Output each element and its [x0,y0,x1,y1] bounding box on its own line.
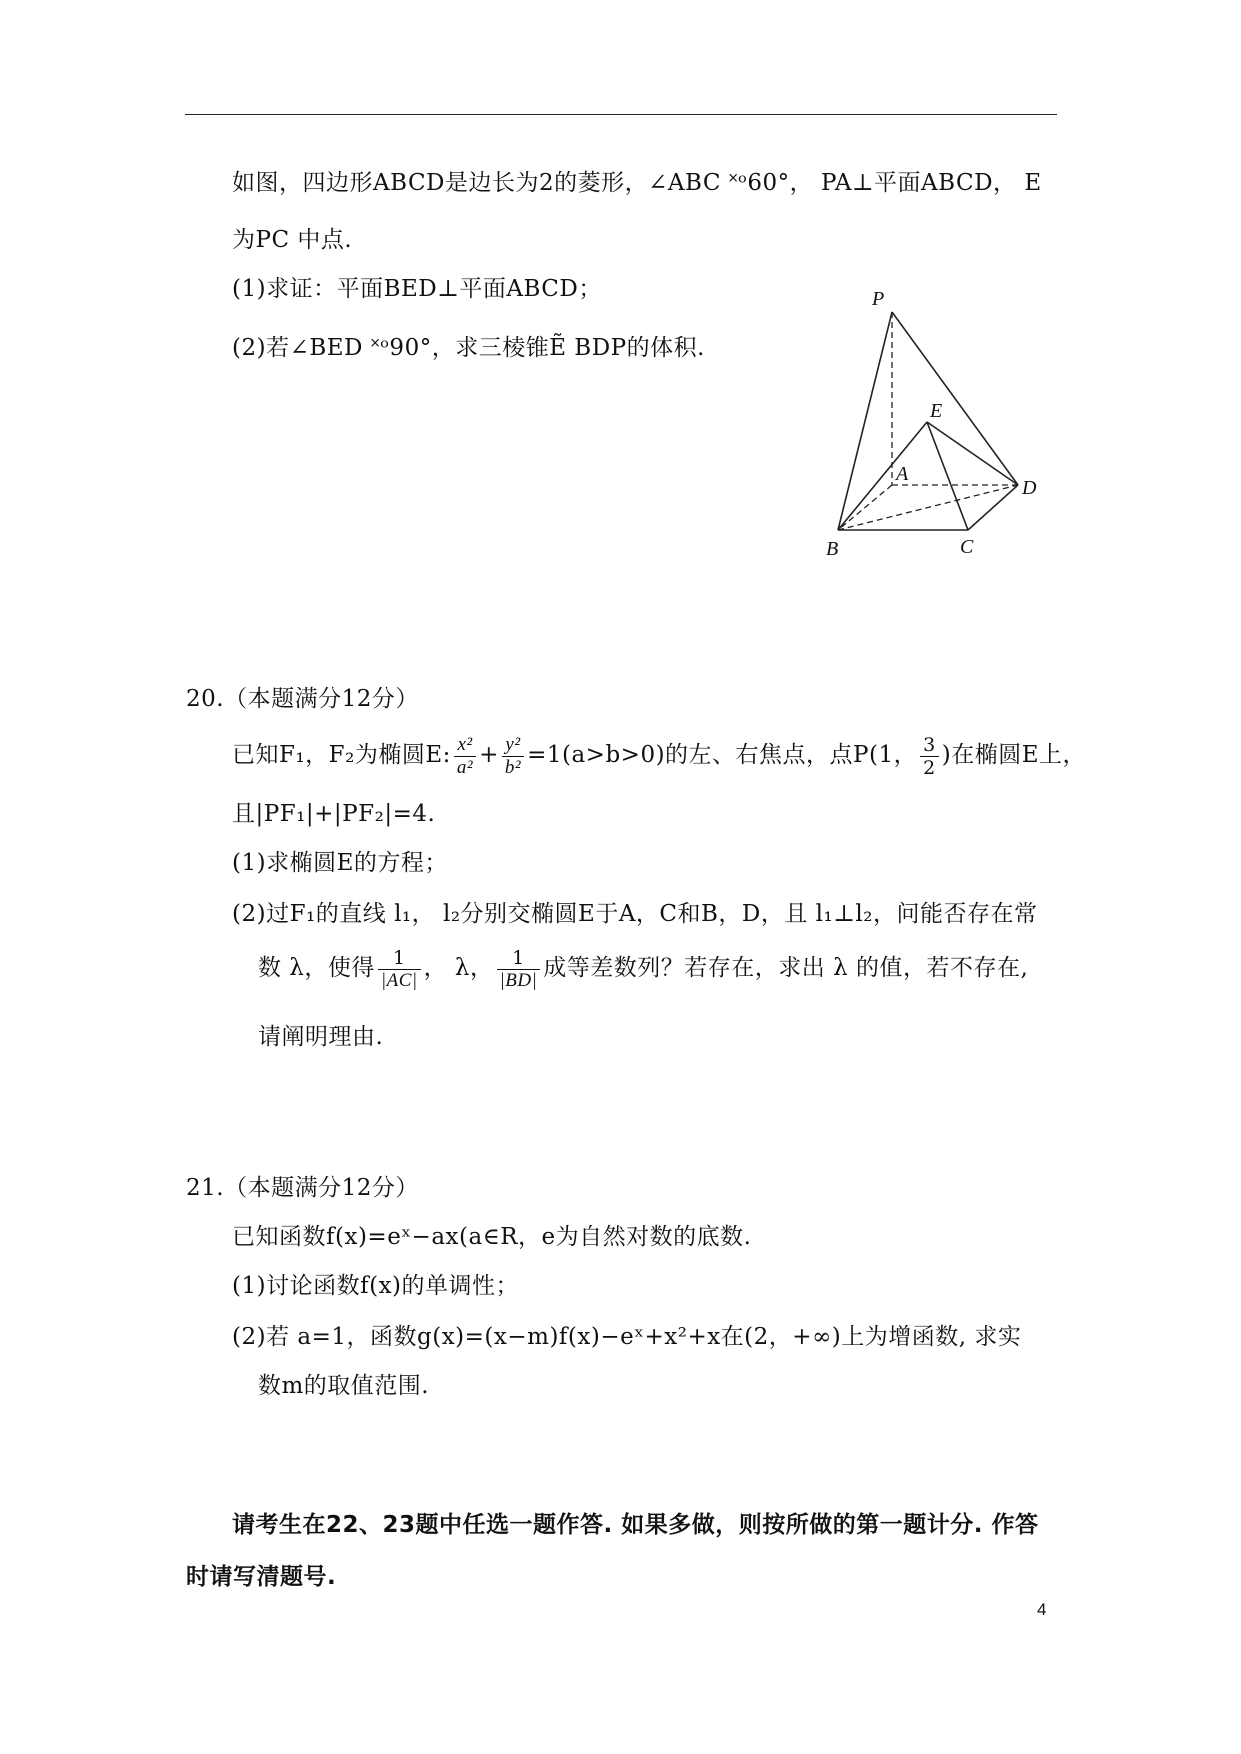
p20-part2-line2 [258,940,1028,996]
frac-den: b² [504,756,522,778]
frac-den: |AC| [380,969,418,991]
instructions-line2: 时请写清题号. [186,1564,337,1590]
instructions-line1: 请考生在22、23题中任选一题作答. 如果多做，则按所做的第一题计分. 作答 [232,1512,1039,1538]
p20-part2-line3: 请阐明理由. [258,1024,384,1050]
p20-plus: + [479,742,499,768]
frac-num: y² [502,734,524,757]
frac-den: |BD| [499,969,538,991]
frac-den: a² [456,756,474,778]
p20-statement-line2: 且|PF₁|+|PF₂|=4. [232,801,436,827]
label-a: A [896,463,909,485]
edge-cd [968,485,1018,530]
p21-header: 21.（本题满分12分） [186,1175,419,1201]
page-number: 4 [1037,1600,1047,1619]
p19-part2: (2)若∠BED ˟ᵒ90°，求三棱锥Ẽ BDP的体积. [232,335,705,361]
p21-part2-line2: 数m的取值范围. [258,1373,430,1399]
edge-pd [892,312,1018,485]
p21-part2-line1: (2)若 a=1，函数g(x)=(x−m)f(x)−eˣ+x²+x在(2，+∞)上为增函数, 求实 [232,1324,1022,1350]
p20-part2-line1: (2)过F₁的直线 l₁， l₂分别交椭圆E于A，C和B，D，且 l₁⊥l₂，问能否存在常 [232,901,1038,927]
p20-stmt-c: )在椭圆E上， [941,742,1086,768]
label-d: D [1022,477,1037,499]
p20-part2-l2a: 数 λ，使得 [258,955,375,981]
frac-1-ac [378,947,421,992]
frac-x2-a2 [454,734,476,779]
edge-ed [927,422,1018,485]
pyramid-figure [820,285,1060,560]
p19-intro-line2: 为PC 中点. [232,227,353,253]
frac-num: 3 [920,734,939,757]
frac-den: 2 [923,756,936,779]
p20-header: 20.（本题满分12分） [186,686,419,712]
edge-ab [838,485,892,530]
p21-statement: 已知函数f(x)=eˣ−ax(a∈R，e为自然对数的底数. [232,1224,752,1250]
frac-num: 1 [497,947,541,970]
label-b: B [826,538,839,560]
frac-1-bd [497,947,541,992]
label-e: E [930,400,943,422]
label-c: C [960,536,974,558]
p19-part1: (1)求证：平面BED⊥平面ABCD； [232,276,602,302]
frac-num: 1 [378,947,421,970]
p20-part2-l2c: 成等差数列？若存在，求出 λ 的值，若不存在, [543,955,1029,981]
header-rule [185,114,1057,115]
p20-part1: (1)求椭圆E的方程； [232,850,448,876]
p21-part1: (1)讨论函数f(x)的单调性； [232,1273,520,1299]
p20-part2-l2b: ， λ， [423,955,494,981]
p20-stmt-a: 已知F₁，F₂为椭圆E: [232,742,451,768]
p20-statement [232,730,1086,780]
frac-y2-b2 [502,734,524,779]
edge-ec [927,422,968,530]
p19-intro-line1: 如图，四边形ABCD是边长为2的菱形，∠ABC ˟ᵒ60°， PA⊥平面ABCD， E [232,170,1042,196]
frac-3-2 [920,734,939,779]
label-p: P [872,288,885,310]
p20-stmt-b: =1(a>b>0)的左、右焦点，点P(1， [527,742,918,768]
frac-num: x² [454,734,476,757]
